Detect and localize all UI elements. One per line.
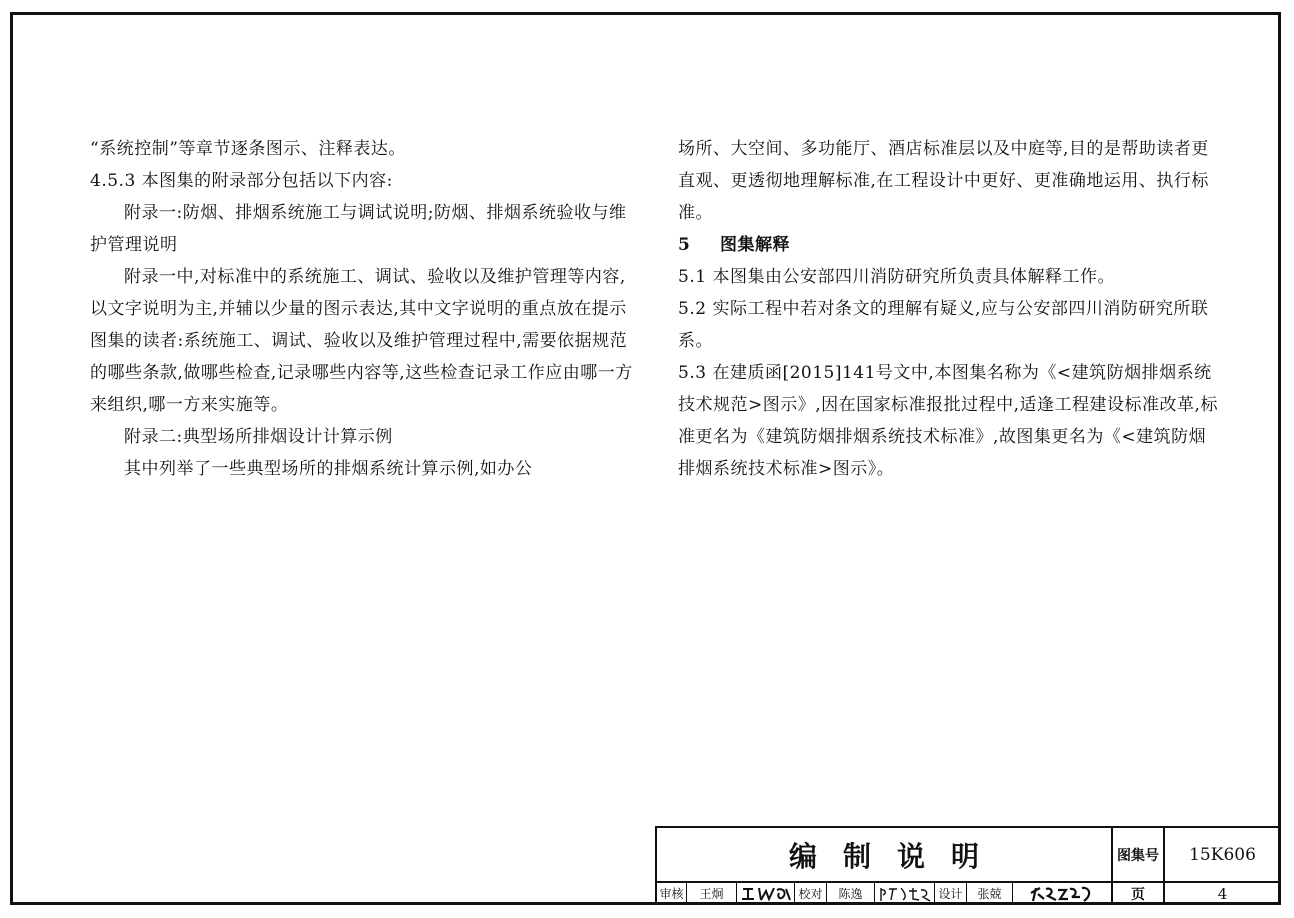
design-signature — [1013, 883, 1111, 904]
atlas-number-label: 图集号 — [1113, 828, 1165, 883]
appendix-1-title: 附录一:防烟、排烟系统施工与调试说明;防烟、排烟系统验收与维护管理说明 — [90, 203, 627, 255]
review-signature — [737, 883, 795, 904]
section-5-2: 5.2 实际工程中若对条文的理解有疑义,应与公安部四川消防研究所联系。 — [678, 299, 1209, 351]
heading-text: 图集解释 — [720, 235, 790, 255]
paragraph: “系统控制”等章节逐条图示、注释表达。 — [90, 139, 406, 159]
signature-row — [657, 883, 1113, 904]
check-name: 陈逸 — [827, 883, 875, 904]
section-5-1: 5.1 本图集由公安部四川消防研究所负责具体解释工作。 — [678, 267, 1115, 287]
appendix-2-title: 附录二:典型场所排烟设计计算示例 — [124, 427, 393, 447]
heading-number: 5 — [678, 235, 691, 255]
check-signature — [875, 883, 935, 904]
section-5-heading — [678, 229, 1223, 261]
title-block — [655, 826, 1281, 905]
design-label: 设计 — [935, 883, 967, 904]
review-label: 审核 — [657, 883, 687, 904]
drawing-title: 编制说明 — [657, 828, 1113, 883]
atlas-number: 15K606 — [1165, 828, 1280, 883]
right-text-column — [678, 133, 1223, 485]
check-label: 校对 — [795, 883, 827, 904]
page-label: 页 — [1113, 883, 1165, 904]
appendix-2-description: 其中列举了一些典型场所的排烟系统计算示例,如办公 — [124, 459, 533, 479]
page-number: 4 — [1217, 884, 1228, 903]
section-5-3: 5.3 在建质函[2015]141号文中,本图集名称为《<建筑防烟排烟系统技术规范>图示》,因在国家标准报批过程中,适逢工程建设标准改革,标准更名为《建筑防烟排烟系统技术标准》,故图集更名为《<建筑防烟排烟系统技术标准>图示》。 — [678, 363, 1218, 479]
review-name: 王炯 — [687, 883, 737, 904]
design-name: 张兢 — [967, 883, 1013, 904]
left-text-column — [90, 133, 635, 485]
appendix-1-description: 附录一中,对标准中的系统施工、调试、验收以及维护管理等内容,以文字说明为主,并辅以少量的图示表达,其中文字说明的重点放在提示图集的读者:系统施工、调试、验收以及维护管理过程中,需要依据规范的哪些条款,做哪些检查,记录哪些内容等,这些检查记录工作应由哪一方来组织,哪一方来实施等。 — [90, 267, 633, 415]
paragraph-continued: 场所、大空间、多功能厅、酒店标准层以及中庭等,目的是帮助读者更直观、更透彻地理解标准,在工程设计中更好、更准确地运用、执行标准。 — [678, 139, 1209, 223]
section-4-5-3: 4.5.3 本图集的附录部分包括以下内容: — [90, 171, 393, 191]
